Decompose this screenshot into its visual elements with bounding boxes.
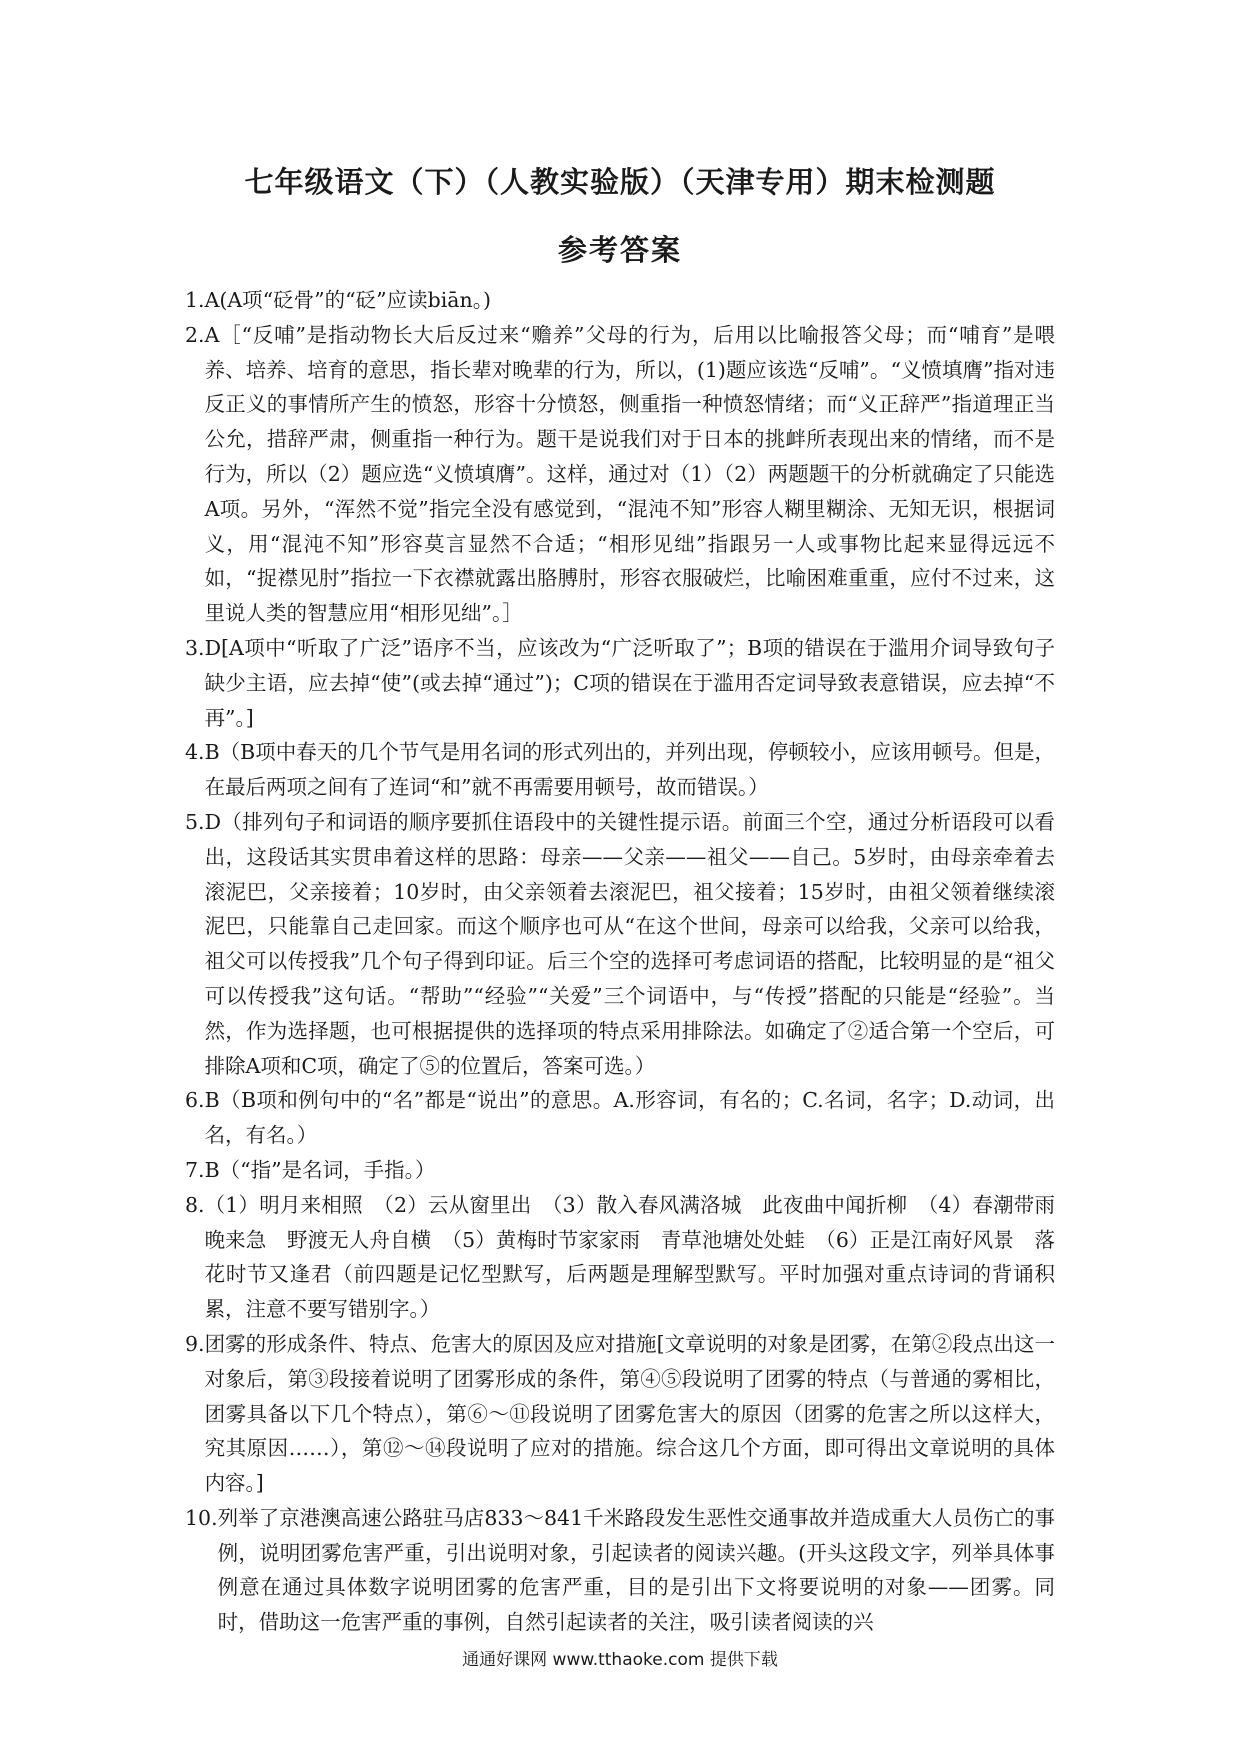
answer-item-8 xyxy=(185,1188,1055,1327)
answer-number: 2. xyxy=(185,322,205,347)
answer-item-3 xyxy=(185,631,1055,735)
answer-item-10 xyxy=(185,1501,1055,1640)
answer-text: 团雾的形成条件、特点、危害大的原因及应对措施[文章说明的对象是团雾，在第②段点出这一对象后，第③段接着说明了团雾形成的条件，第④⑤段说明了团雾的特点（与普通的雾相比，团雾具备以下几个特点），第⑥～⑪段说明了团雾危害大的原因（团雾的危害之所以这样大，究其原因……），第⑫～⑭段说明了应对的措施。综合这几个方面，即可得出文章说明的具体内容。] xyxy=(204,1331,1055,1496)
answer-item-6 xyxy=(185,1083,1055,1153)
answer-text: A(A项“砭骨”的“砭”应读biān。) xyxy=(204,288,491,312)
answer-text: B（B项和例句中的“名”都是“说出”的意思。A.形容词，有名的；C.名词，名字；D.动词，出名，有名。） xyxy=(204,1088,1055,1148)
answer-number: 10. xyxy=(185,1505,218,1530)
answer-number: 1. xyxy=(185,288,205,312)
answer-list xyxy=(185,283,1055,1640)
answer-number: 5. xyxy=(185,809,205,834)
page-title: 七年级语文（下）（人教实验版）（天津专用）期末检测题 xyxy=(244,165,996,199)
answer-item-7 xyxy=(185,1153,1055,1188)
answer-item-2 xyxy=(185,318,1055,631)
answer-text: B（“指”是名词，手指。） xyxy=(204,1157,436,1182)
answer-number: 9. xyxy=(185,1331,205,1356)
answer-number: 8. xyxy=(185,1192,205,1217)
answer-item-9 xyxy=(185,1327,1055,1501)
answer-item-1 xyxy=(185,283,1055,318)
answer-number: 4. xyxy=(185,740,205,765)
answer-number: 7. xyxy=(185,1157,205,1182)
answer-text: A［“反哺”是指动物长大后反过来“赡养”父母的行为，后用以比喻报答父母；而“哺育”是喂养、培养、培育的意思，指长辈对晚辈的行为，所以，(1)题应该选“反哺”。“义愤填膺”指对违反正义的事情所产生的愤怒，形容十分愤怒，侧重指一种愤怒情绪；而“义正辞严”指道理正当公允，措辞严肃，侧重指一种行为。题干是说我们对于日本的挑衅所表现出来的情绪，而不是行为，所以（2）题应选“义愤填膺”。这样，通过对（1）（2）两题题干的分析就确定了只能选A项。另外，“浑然不觉”指完全没有感觉到，“混沌不知”形容人糊里糊涂、无知无识，根据词义，用“混沌不知”形容莫言显然不合适；“相形见绌”指跟另一人或事物比起来显得远远不如，“捉襟见肘”指拉一下衣襟就露出胳膊肘，形容衣服破烂，比喻困难重重，应付不过来，这里说人类的智慧应用“相形见绌”。］ xyxy=(204,322,1055,626)
answer-item-4 xyxy=(185,735,1055,805)
answer-item-5 xyxy=(185,805,1055,1083)
answer-text: 列举了京港澳高速公路驻马店833～841千米路段发生恶性交通事故并造成重大人员伤亡的事例，说明团雾危害严重，引出说明对象，引起读者的阅读兴趣。(开头这段文字，列举具体事例意在通过具体数字说明团雾的危害严重，目的是引出下文将要说明的对象——团雾。同时，借助这一危害严重的事例，自然引起读者的关注，吸引读者阅读的兴 xyxy=(217,1505,1055,1635)
answer-text: D（排列句子和词语的顺序要抓住语段中的关键性提示语。前面三个空，通过分析语段可以看出，这段话其实贯串着这样的思路：母亲——父亲——祖父——自己。5岁时，由母亲牵着去滚泥巴，父亲接着；10岁时，由父亲领着去滚泥巴，祖父接着；15岁时，由祖父领着继续滚泥巴，只能靠自己走回家。而这个顺序也可从“在这个世间，母亲可以给我，父亲可以给我，祖父可以传授我”几个句子得到印证。后三个空的选择可考虑词语的搭配，比较明显的是“祖父可以传授我”这句话。“帮助”“经验”“关爱”三个词语中，与“传授”搭配的只能是“经验”。当然，作为选择题，也可根据提供的选择项的特点采用排除法。如确定了②适合第一个空后，可排除A项和C项，确定了⑤的位置后，答案可选。） xyxy=(204,809,1055,1078)
answer-text: （1）明月来相照 （2）云从窗里出 （3）散入春风满洛城 此夜曲中闻折柳 （4）春潮带雨晚来急 野渡无人舟自横 （5）黄梅时节家家雨 青草池塘处处蛙 （6）正是江南好风景 落花时节又逢君（前四题是记忆型默写，后两题是理解型默写。平时加强对重点诗词的背诵积累，注意不要写错别字。） xyxy=(204,1192,1055,1322)
page-subtitle: 参考答案 xyxy=(557,233,682,267)
answer-text: D[A项中“听取了广泛”语序不当，应该改为“广泛听取了”；B项的错误在于滥用介词导致句子缺少主语，应去掉“使”(或去掉“通过”)；C项的错误在于滥用否定词导致表意错误，应去掉“不再”。] xyxy=(204,635,1055,730)
download-footer: 通通好课网 www.tthaoke.com 提供下载 xyxy=(462,1650,778,1670)
answer-number: 6. xyxy=(185,1088,205,1113)
answer-text: B（B项中春天的几个节气是用名词的形式列出的，并列出现，停顿较小，应该用顿号。但是，在最后两项之间有了连词“和”就不再需要用顿号，故而错误。） xyxy=(204,740,1055,800)
answer-number: 3. xyxy=(185,635,205,660)
